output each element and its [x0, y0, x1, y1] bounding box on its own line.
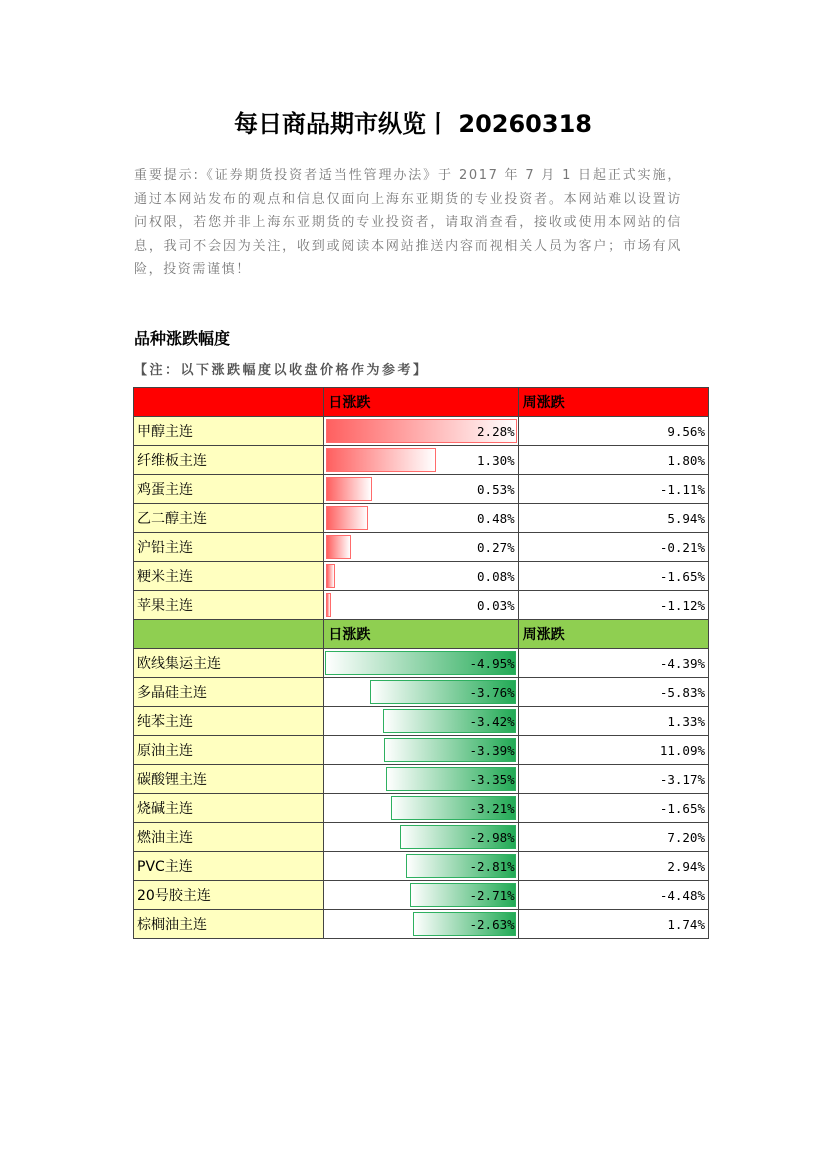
loser-row [134, 678, 709, 707]
commodity-name: 原油主连 [134, 736, 324, 765]
daily-change-value: 0.48% [477, 511, 515, 526]
price-change-table [133, 387, 709, 939]
daily-change-value: -4.95% [469, 656, 515, 671]
losers-header-week: 周涨跌 [518, 620, 708, 649]
daily-change-value: -2.81% [469, 859, 515, 874]
weekly-change-value: 11.09% [659, 743, 705, 758]
commodity-name: 沪铅主连 [134, 533, 324, 562]
daily-change-bar [326, 506, 368, 530]
daily-change-value: -3.39% [469, 743, 515, 758]
weekly-change-cell [518, 910, 708, 939]
gainers-header-name [134, 388, 324, 417]
daily-change-cell [324, 852, 518, 881]
weekly-change-value: -4.48% [659, 888, 705, 903]
daily-change-cell [324, 736, 518, 765]
weekly-change-value: -1.65% [659, 569, 705, 584]
daily-change-cell [324, 562, 518, 591]
daily-change-cell [324, 707, 518, 736]
daily-change-value: -3.21% [469, 801, 515, 816]
daily-change-cell [324, 591, 518, 620]
weekly-change-value: -3.17% [659, 772, 705, 787]
daily-change-bar [326, 535, 350, 559]
commodity-name: 多晶硅主连 [134, 678, 324, 707]
weekly-change-cell [518, 533, 708, 562]
loser-row [134, 823, 709, 852]
reference-note: 【注：以下涨跌幅度以收盘价格作为参考】 [134, 363, 429, 378]
loser-row [134, 736, 709, 765]
commodity-name: 欧线集运主连 [134, 649, 324, 678]
losers-header-day: 日涨跌 [324, 620, 518, 649]
daily-change-cell [324, 504, 518, 533]
commodity-name: 烧碱主连 [134, 794, 324, 823]
weekly-change-value: -1.12% [659, 598, 705, 613]
weekly-change-cell [518, 794, 708, 823]
weekly-change-value: 1.74% [667, 917, 705, 932]
gainer-row [134, 533, 709, 562]
daily-change-cell [324, 475, 518, 504]
commodity-name: 苹果主连 [134, 591, 324, 620]
weekly-change-value: 5.94% [667, 511, 705, 526]
daily-change-cell [324, 794, 518, 823]
weekly-change-cell [518, 852, 708, 881]
commodity-name: 20号胶主连 [134, 881, 324, 910]
weekly-change-value: -4.39% [659, 656, 705, 671]
daily-change-cell [324, 533, 518, 562]
gainer-row [134, 591, 709, 620]
daily-change-value: -3.76% [469, 685, 515, 700]
daily-change-bar [326, 593, 330, 617]
commodity-name: 燃油主连 [134, 823, 324, 852]
commodity-name: 乙二醇主连 [134, 504, 324, 533]
weekly-change-value: 9.56% [667, 424, 705, 439]
daily-change-value: -2.71% [469, 888, 515, 903]
daily-change-value: -2.98% [469, 830, 515, 845]
loser-row [134, 794, 709, 823]
weekly-change-value: -1.11% [659, 482, 705, 497]
loser-row [134, 881, 709, 910]
commodity-name: PVC主连 [134, 852, 324, 881]
weekly-change-value: 1.33% [667, 714, 705, 729]
daily-change-value: 2.28% [477, 424, 515, 439]
weekly-change-cell [518, 562, 708, 591]
gainer-row [134, 475, 709, 504]
weekly-change-value: -1.65% [659, 801, 705, 816]
commodity-name: 纤维板主连 [134, 446, 324, 475]
daily-change-value: -3.35% [469, 772, 515, 787]
weekly-change-cell [518, 591, 708, 620]
table-body [134, 388, 709, 939]
weekly-change-cell [518, 707, 708, 736]
daily-change-value: -3.42% [469, 714, 515, 729]
daily-change-bar [326, 564, 335, 588]
weekly-change-cell [518, 823, 708, 852]
daily-change-cell [324, 678, 518, 707]
daily-change-cell [324, 765, 518, 794]
commodity-name: 棕榈油主连 [134, 910, 324, 939]
gainer-row [134, 562, 709, 591]
weekly-change-cell [518, 881, 708, 910]
loser-row [134, 852, 709, 881]
gainers-header-row [134, 388, 709, 417]
daily-change-value: 0.08% [477, 569, 515, 584]
weekly-change-cell [518, 649, 708, 678]
weekly-change-value: -5.83% [659, 685, 705, 700]
daily-change-value: -2.63% [469, 917, 515, 932]
gainers-header-day: 日涨跌 [324, 388, 518, 417]
section-title: 品种涨跌幅度 [134, 329, 231, 348]
gainers-header-week: 周涨跌 [518, 388, 708, 417]
weekly-change-cell [518, 765, 708, 794]
daily-change-value: 0.27% [477, 540, 515, 555]
weekly-change-value: -0.21% [659, 540, 705, 555]
losers-header-name [134, 620, 324, 649]
weekly-change-cell [518, 736, 708, 765]
gainer-row [134, 417, 709, 446]
daily-change-value: 0.53% [477, 482, 515, 497]
daily-change-bar [326, 477, 372, 501]
weekly-change-cell [518, 678, 708, 707]
gainer-row [134, 446, 709, 475]
commodity-name: 碳酸锂主连 [134, 765, 324, 794]
daily-change-cell [324, 649, 518, 678]
commodity-name: 粳米主连 [134, 562, 324, 591]
commodity-name: 甲醇主连 [134, 417, 324, 446]
weekly-change-value: 1.80% [667, 453, 705, 468]
weekly-change-cell [518, 504, 708, 533]
daily-change-cell [324, 417, 518, 446]
daily-change-cell [324, 823, 518, 852]
weekly-change-cell [518, 446, 708, 475]
weekly-change-cell [518, 475, 708, 504]
loser-row [134, 910, 709, 939]
page-title: 每日商品期市纵览丨 20260318 [234, 110, 592, 138]
disclaimer-notice: 重要提示:《证券期货投资者适当性管理办法》于 2017 年 7 月 1 日起正式实施，通过本网站发布的观点和信息仅面向上海东亚期货的专业投资者。本网站难以设置访问权限，若您并非上海东亚期货的专业投资者，请取消查看，接收或使用本网站的信息，我司不会因为关注，收到或阅读本网站推送内容而视相关人员为客户；市场有风险，投资需谨慎！ [134, 168, 682, 278]
daily-change-cell [324, 446, 518, 475]
weekly-change-value: 7.20% [667, 830, 705, 845]
gainer-row [134, 504, 709, 533]
daily-change-value: 0.03% [477, 598, 515, 613]
loser-row [134, 765, 709, 794]
daily-change-cell [324, 881, 518, 910]
daily-change-value: 1.30% [477, 453, 515, 468]
weekly-change-cell [518, 417, 708, 446]
loser-row [134, 649, 709, 678]
commodity-name: 鸡蛋主连 [134, 475, 324, 504]
weekly-change-value: 2.94% [667, 859, 705, 874]
loser-row [134, 707, 709, 736]
losers-header-row [134, 620, 709, 649]
daily-change-cell [324, 910, 518, 939]
commodity-name: 纯苯主连 [134, 707, 324, 736]
daily-change-bar [326, 448, 436, 472]
